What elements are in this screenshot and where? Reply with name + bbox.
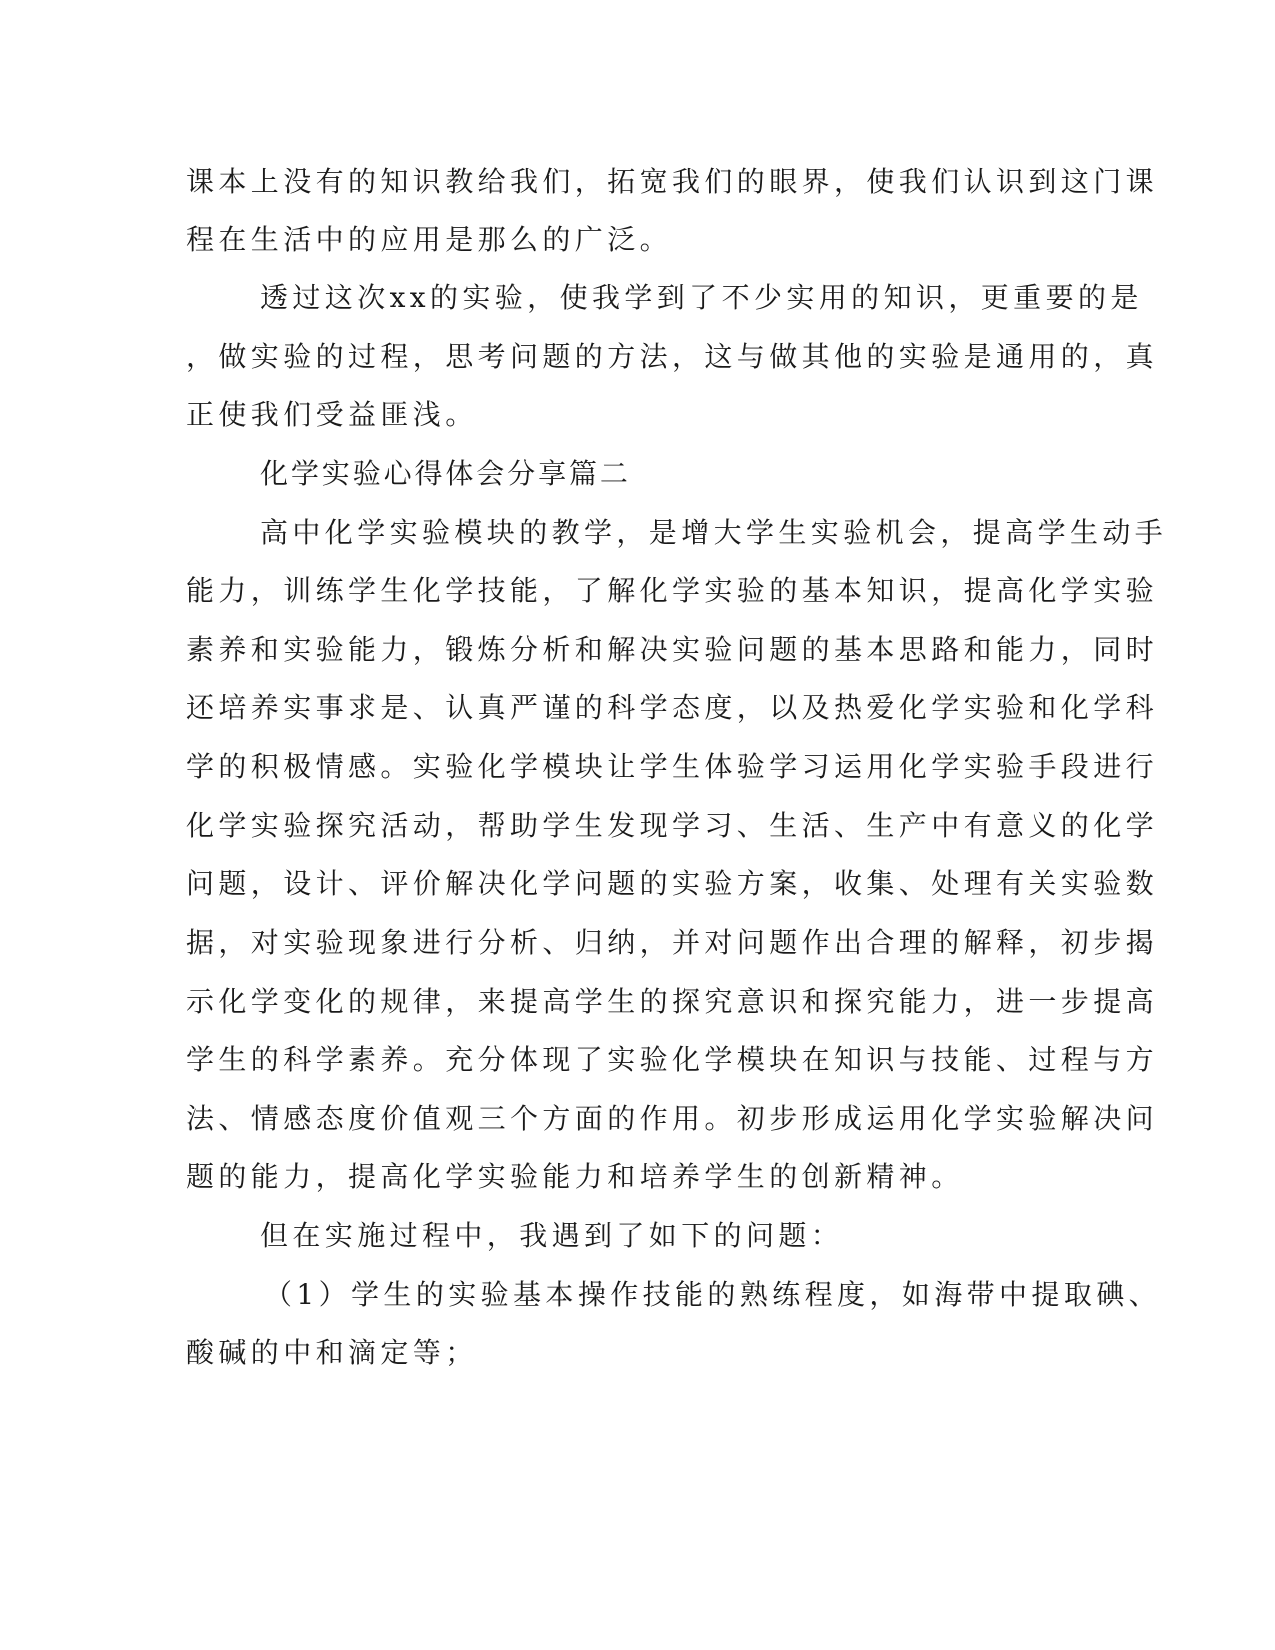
text-line-17: 法、情感态度价值观三个方面的作用。初步形成运用化学实验解决问 <box>186 1102 1159 1135</box>
text-line-20: （1）学生的实验基本操作技能的熟练程度，如海带中提取碘、 <box>264 1278 1162 1311</box>
text-line-3: 透过这次xx的实验，使我学到了不少实用的知识，更重要的是 <box>260 281 1143 314</box>
text-line-16: 学生的科学素养。充分体现了实验化学模块在知识与技能、过程与方 <box>186 1043 1159 1076</box>
text-line-4: ，做实验的过程，思考问题的方法，这与做其他的实验是通用的，真 <box>186 340 1159 373</box>
text-line-18: 题的能力，提高化学实验能力和培养学生的创新精神。 <box>186 1160 964 1193</box>
text-line-8: 能力，训练学生化学技能，了解化学实验的基本知识，提高化学实验 <box>186 574 1159 607</box>
text-line-9: 素养和实验能力，锻炼分析和解决实验问题的基本思路和能力，同时 <box>186 633 1159 666</box>
text-line-11: 学的积极情感。实验化学模块让学生体验学习运用化学实验手段进行 <box>186 750 1159 783</box>
text-line-19: 但在实施过程中，我遇到了如下的问题： <box>260 1219 844 1252</box>
text-line-14: 据，对实验现象进行分析、归纳，并对问题作出合理的解释，初步揭 <box>186 926 1159 959</box>
text-line-5: 正使我们受益匪浅。 <box>186 398 478 431</box>
text-line-10: 还培养实事求是、认真严谨的科学态度，以及热爱化学实验和化学科 <box>186 691 1159 724</box>
text-line-21: 酸碱的中和滴定等； <box>186 1336 478 1369</box>
text-line-13: 问题，设计、评价解决化学问题的实验方案，收集、处理有关实验数 <box>186 867 1159 900</box>
text-line-2: 程在生活中的应用是那么的广泛。 <box>186 223 673 256</box>
text-line-15: 示化学变化的规律，来提高学生的探究意识和探究能力，进一步提高 <box>186 985 1159 1018</box>
text-line-12: 化学实验探究活动，帮助学生发现学习、生活、生产中有意义的化学 <box>186 809 1159 842</box>
text-line-7: 高中化学实验模块的教学，是增大学生实验机会，提高学生动手 <box>260 516 1168 549</box>
section-heading: 化学实验心得体会分享篇二 <box>260 457 631 490</box>
text-line-1: 课本上没有的知识教给我们，拓宽我们的眼界，使我们认识到这门课 <box>186 165 1159 198</box>
